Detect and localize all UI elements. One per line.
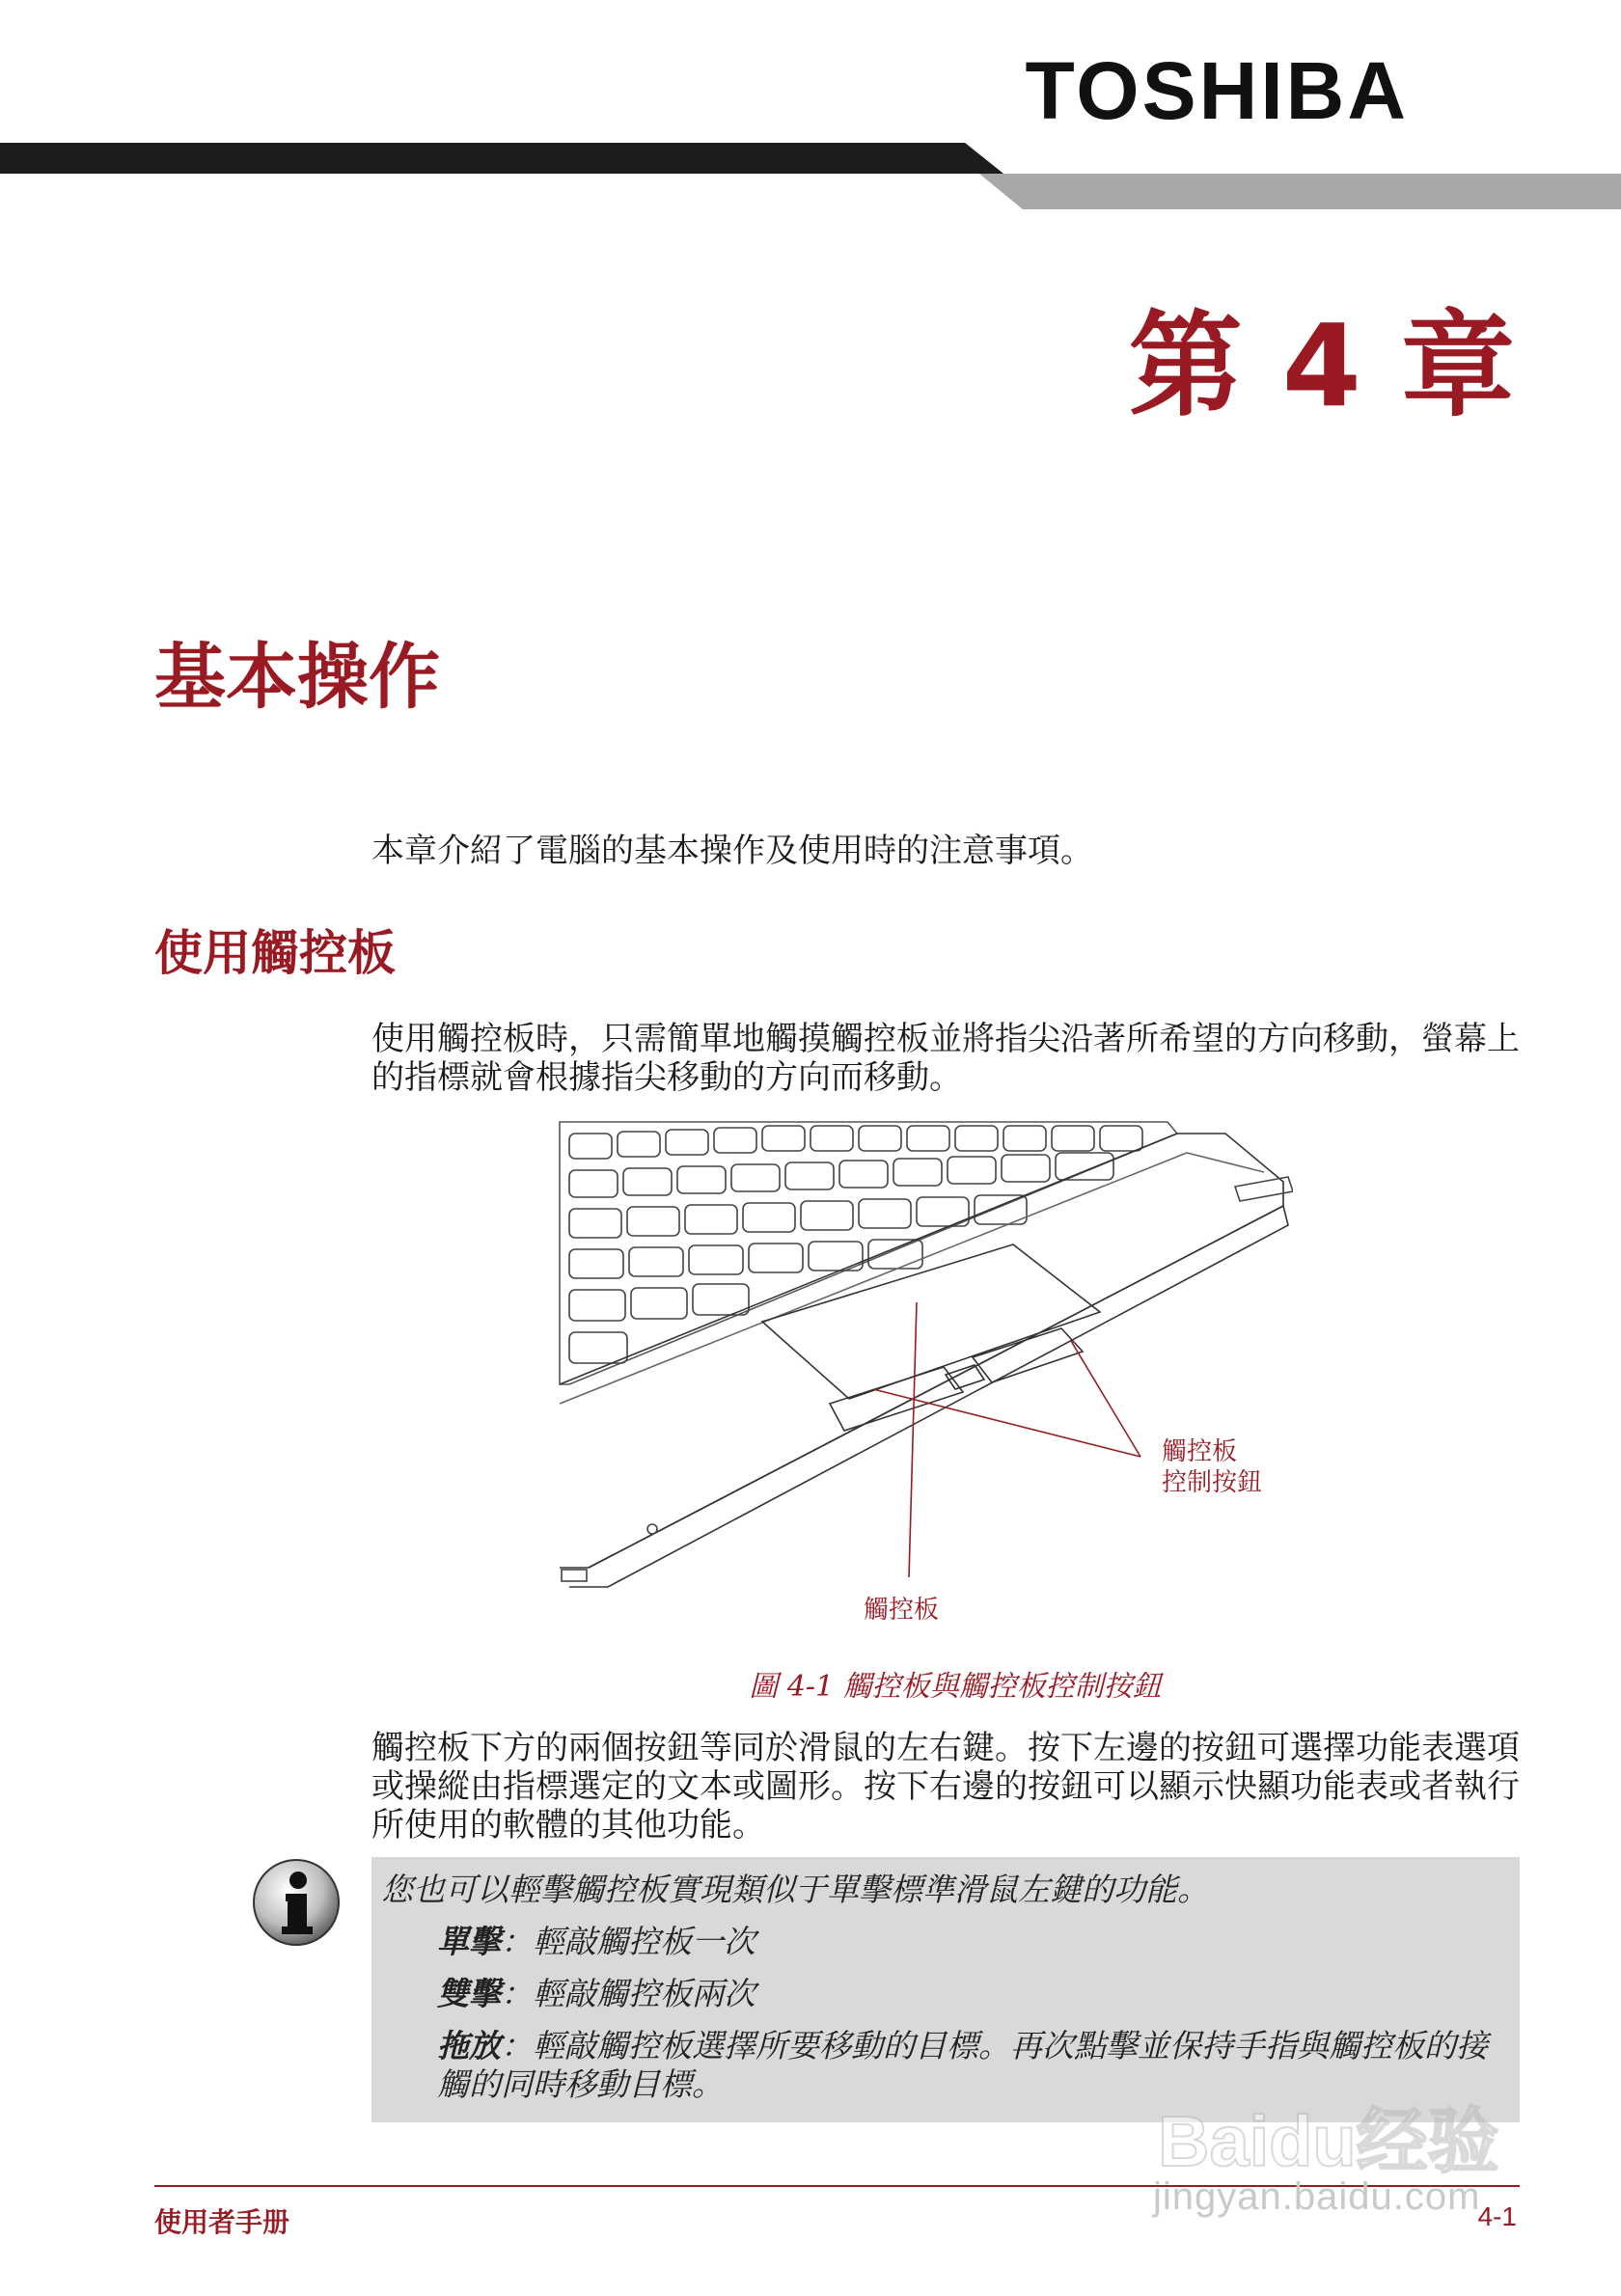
- note-sep: ：: [501, 2027, 533, 2064]
- note-sep: ：: [501, 1923, 533, 1960]
- touchpad-surface: [762, 1244, 1100, 1399]
- watermark-url: jingyan.baidu.com: [1153, 2175, 1481, 2218]
- label-touchpad-buttons-2: 控制按鈕: [1162, 1468, 1263, 1497]
- note-desc: 輕敲觸控板一次: [533, 1923, 756, 1960]
- note-item-click: [437, 1923, 1508, 1961]
- brand-logo: TOSHIBA: [1025, 45, 1409, 136]
- watermark-brand: Baidu经验: [1158, 2101, 1499, 2181]
- note-term: 雙擊: [437, 1975, 501, 2012]
- note-term: 單擊: [437, 1923, 501, 1960]
- note-item-double-click: [437, 1975, 1508, 2013]
- info-icon: [251, 1857, 342, 1948]
- label-touchpad-buttons-1: 觸控板: [1162, 1437, 1238, 1466]
- label-touchpad: 觸控板: [864, 1596, 940, 1625]
- buttons-paragraph: 觸控板下方的兩個按鈕等同於滑鼠的左右鍵。按下左邊的按鈕可選擇功能表選項或操縱由指標選定的文本或圖形。按下右邊的按鈕可以顯示快顯功能表或者執行所使用的軟體的其他功能。: [371, 1729, 1520, 1845]
- note-sep: ：: [501, 1975, 533, 2012]
- page-title: 基本操作: [154, 636, 440, 719]
- chapter-heading: 第 4 章: [1128, 299, 1515, 432]
- note-intro: 您也可以輕擊觸控板實現類似于單擊標準滑鼠左鍵的功能。: [381, 1871, 1209, 1908]
- footer-manual-title: 使用者手册: [154, 2206, 290, 2238]
- note-desc: 輕敲觸控板兩次: [533, 1975, 756, 2012]
- note-box: [371, 1857, 1520, 2122]
- page-number: 4-1: [1477, 2201, 1517, 2231]
- note-term: 拖放: [437, 2027, 501, 2064]
- section-heading: 使用觸控板: [154, 925, 396, 981]
- figure-caption: 圖 4-1 觸控板與觸控板控制按鈕: [749, 1670, 1162, 1704]
- touchpad-figure: [550, 1114, 1293, 1635]
- keyboard-illustration: [560, 1122, 1177, 1384]
- intro-paragraph: 本章介紹了電腦的基本操作及使用時的注意事項。: [371, 832, 1093, 870]
- note-desc: 輕敲觸控板選擇所要移動的目標。再次點擊並保持手指與觸控板的接觸的同時移動目標。: [437, 2027, 1488, 2103]
- header-band: [0, 135, 1621, 212]
- touchpad-paragraph: 使用觸控板時，只需簡單地觸摸觸控板並將指尖沿著所希望的方向移動，螢幕上的指標就會根據指尖移動的方向而移動。: [371, 1020, 1520, 1097]
